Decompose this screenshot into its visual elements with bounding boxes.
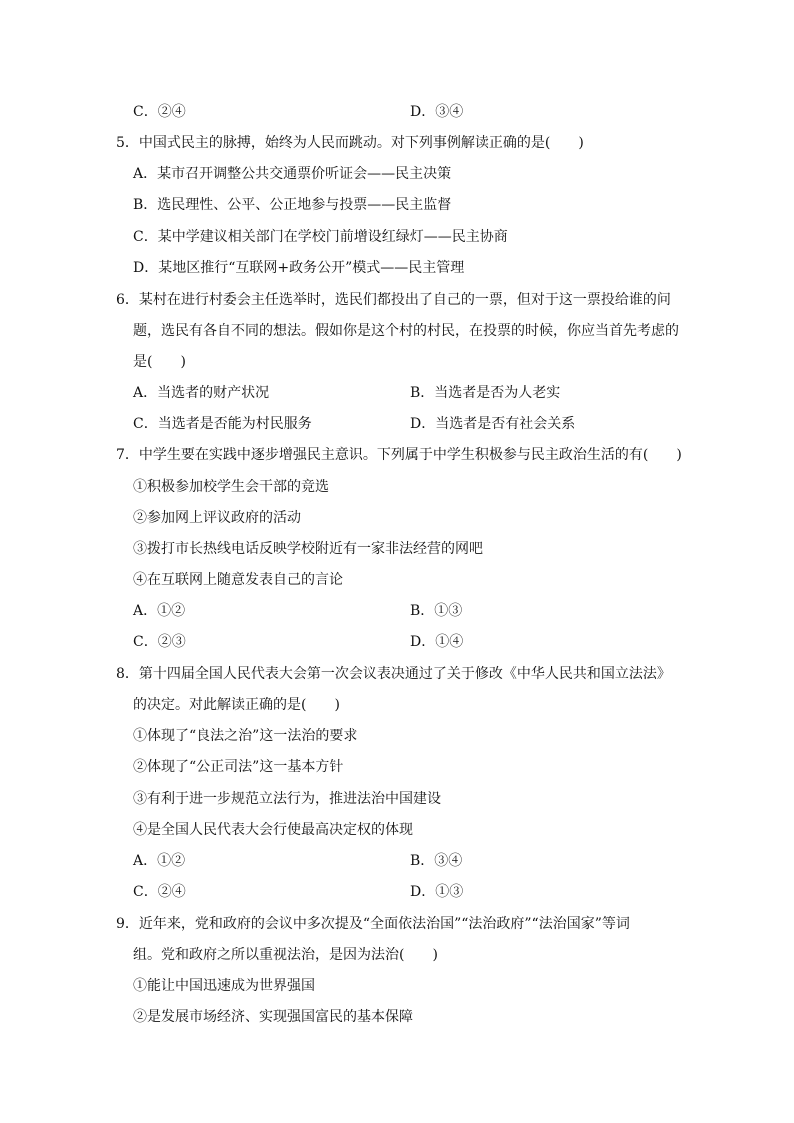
q6-options-row-1 xyxy=(0,383,794,403)
q7-stem: 7．中学生要在实践中逐步增强民主意识。下列属于中学生积极参与民主政治生活的有( ) xyxy=(116,447,682,463)
q4-options-row xyxy=(0,102,794,122)
q7-item-4: ④在互联网上随意发表自己的言论 xyxy=(133,572,343,588)
q6-option-c[interactable]: C．当选者是否能为村民服务 xyxy=(133,416,312,432)
q7-option-a[interactable]: A．①② xyxy=(133,603,186,619)
q6-stem-line-2: 题，选民有各自不同的想法。假如你是这个村的村民，在投票的时候，你应当首先考虑的 xyxy=(133,323,679,339)
q7-item-2: ②参加网上评议政府的活动 xyxy=(133,510,301,526)
q8-option-a[interactable]: A．①② xyxy=(133,853,186,869)
q9-item-2: ②是发展市场经济、实现强国富民的基本保障 xyxy=(133,1009,413,1025)
q5-option-c[interactable]: C．某中学建议相关部门在学校门前增设红绿灯——民主协商 xyxy=(133,229,508,245)
q6-stem-line-1: 6．某村在进行村委会主任选举时，选民们都投出了自己的一票，但对于这一票投给谁的问 xyxy=(116,292,671,308)
q8-options-row-1 xyxy=(0,851,794,871)
q7-options-row-1 xyxy=(0,601,794,621)
q8-stem-line-2: 的决定。对此解读正确的是( ) xyxy=(133,697,340,713)
q7-item-1: ①积极参加校学生会干部的竞选 xyxy=(133,479,329,495)
q8-item-4: ④是全国人民代表大会行使最高决定权的体现 xyxy=(133,822,413,838)
q9-stem-line-2: 组。党和政府之所以重视法治，是因为法治( ) xyxy=(133,947,438,963)
q8-item-1: ①体现了“良法之治”这一法治的要求 xyxy=(133,728,358,744)
q7-option-c[interactable]: C．②③ xyxy=(133,634,186,650)
q6-stem-line-3: 是( ) xyxy=(133,354,186,370)
q7-item-3: ③拨打市长热线电话反映学校附近有一家非法经营的网吧 xyxy=(133,541,483,557)
q5-option-d[interactable]: D．某地区推行“互联网+政务公开”模式——民主管理 xyxy=(133,260,465,276)
q7-option-b[interactable]: B．①③ xyxy=(410,603,463,619)
q8-stem-line-1: 8．第十四届全国人民代表大会第一次会议表决通过了关于修改《中华人民共和国立法法》 xyxy=(116,666,671,682)
q4-option-d[interactable]: D．③④ xyxy=(410,104,464,120)
q6-option-d[interactable]: D．当选者是否有社会关系 xyxy=(410,416,576,432)
q6-option-a[interactable]: A．当选者的财产状况 xyxy=(133,385,270,401)
q8-option-c[interactable]: C．②④ xyxy=(133,884,186,900)
q4-option-c[interactable]: C．②④ xyxy=(133,104,186,120)
q8-item-3: ③有利于进一步规范立法行为，推进法治中国建设 xyxy=(133,791,441,807)
q5-stem: 5．中国式民主的脉搏，始终为人民而跳动。对下列事例解读正确的是( ) xyxy=(116,135,584,151)
q8-option-d[interactable]: D．①③ xyxy=(410,884,464,900)
q6-option-b[interactable]: B．当选者是否为人老实 xyxy=(410,385,561,401)
q6-options-row-2 xyxy=(0,414,794,434)
q5-option-a[interactable]: A．某市召开调整公共交通票价听证会——民主决策 xyxy=(133,166,452,182)
q9-stem-line-1: 9．近年来，党和政府的会议中多次提及“全面依法治国”“法治政府”“法治国家”等词 xyxy=(116,916,630,932)
q5-option-b[interactable]: B．选民理性、公平、公正地参与投票——民主监督 xyxy=(133,197,452,213)
q7-option-d[interactable]: D．①④ xyxy=(410,634,464,650)
q8-item-2: ②体现了“公正司法”这一基本方针 xyxy=(133,759,344,775)
q8-option-b[interactable]: B．③④ xyxy=(410,853,463,869)
q8-options-row-2 xyxy=(0,882,794,902)
q7-options-row-2 xyxy=(0,632,794,652)
q9-item-1: ①能让中国迅速成为世界强国 xyxy=(133,978,315,994)
